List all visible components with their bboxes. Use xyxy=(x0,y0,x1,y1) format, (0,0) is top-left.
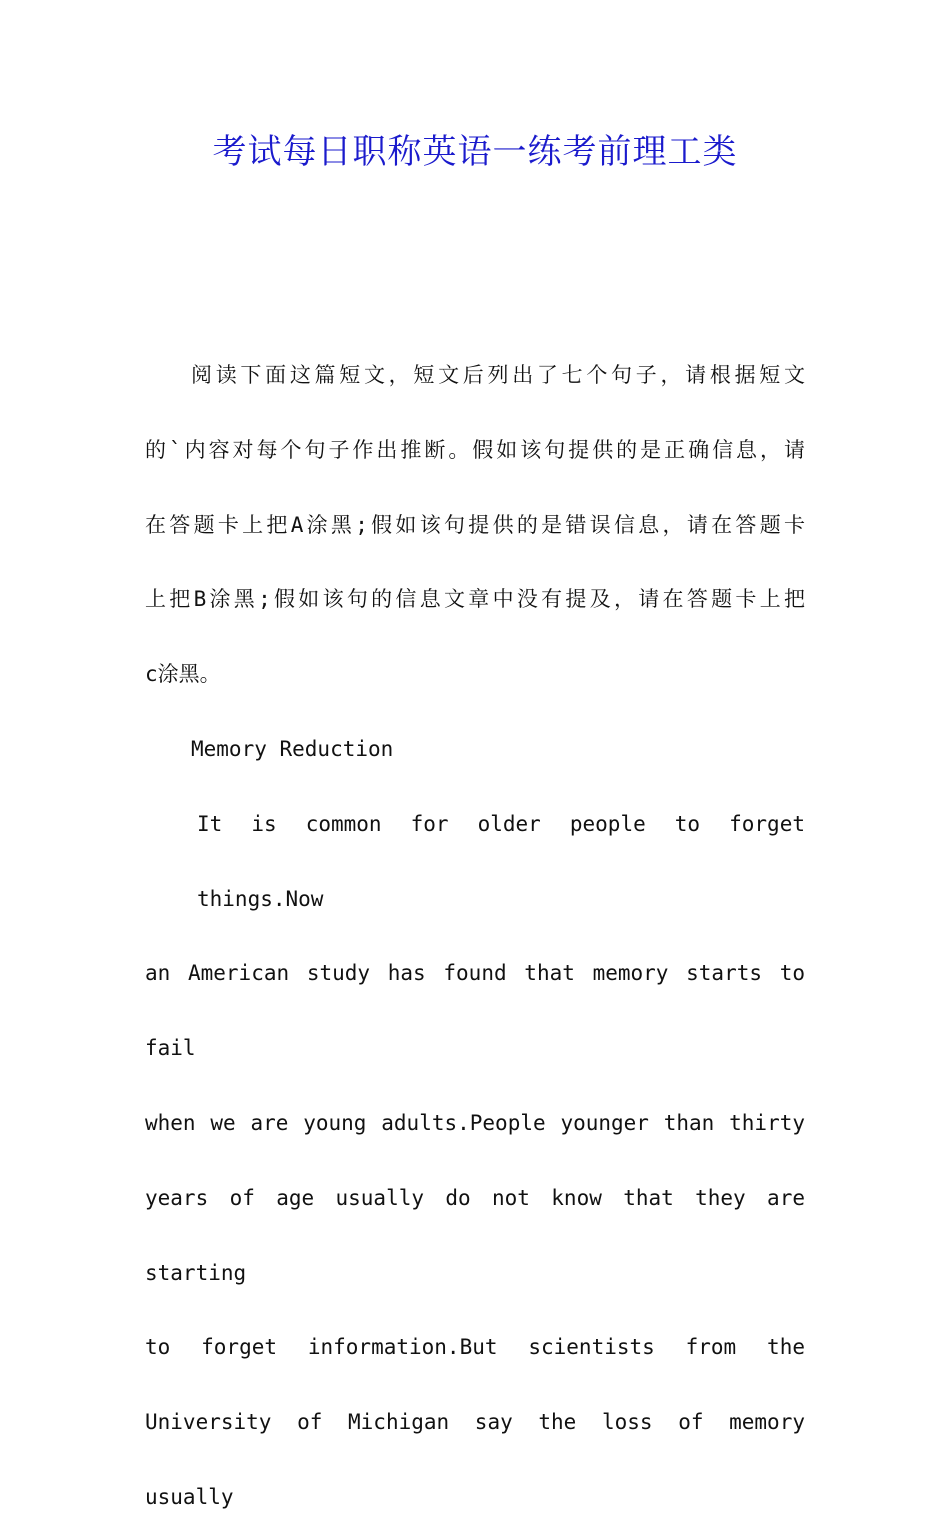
instruction-line: c涂黑。 xyxy=(145,662,221,687)
passage-title-paragraph xyxy=(145,712,805,787)
passage-line: University of Michigan say the loss of memory usually xyxy=(145,1410,805,1509)
instruction-line: 上把B涂黑;假如该句的信息文章中没有提及，请在答题卡上把 xyxy=(145,587,805,612)
instruction-line: 在答题卡上把A涂黑;假如该句提供的是错误信息，请在答题卡 xyxy=(145,512,805,537)
instruction-line: 阅读下面这篇短文，短文后列出了七个句子，请根据短文 xyxy=(191,363,805,387)
passage-line: an American study has found that memory starts to fail xyxy=(145,961,805,1061)
passage-line: years of age usually do not know that they are starting xyxy=(145,1185,805,1285)
instruction-line: 的`内容对每个句子作出推断。假如该句提供的是正确信息，请 xyxy=(145,437,805,462)
instruction-paragraph xyxy=(145,338,805,712)
document-title: 考试每日职称英语一练考前理工类 xyxy=(212,132,738,172)
passage-line: when we are young adults.People younger than thirty xyxy=(145,1110,805,1135)
passage-line: to forget information.But scientists from the xyxy=(145,1335,805,1360)
document-body xyxy=(145,338,805,1535)
passage-line: It is common for older people to forget things.Now xyxy=(197,811,805,911)
passage-paragraph xyxy=(145,787,805,1535)
passage-title: Memory Reduction xyxy=(191,736,394,761)
